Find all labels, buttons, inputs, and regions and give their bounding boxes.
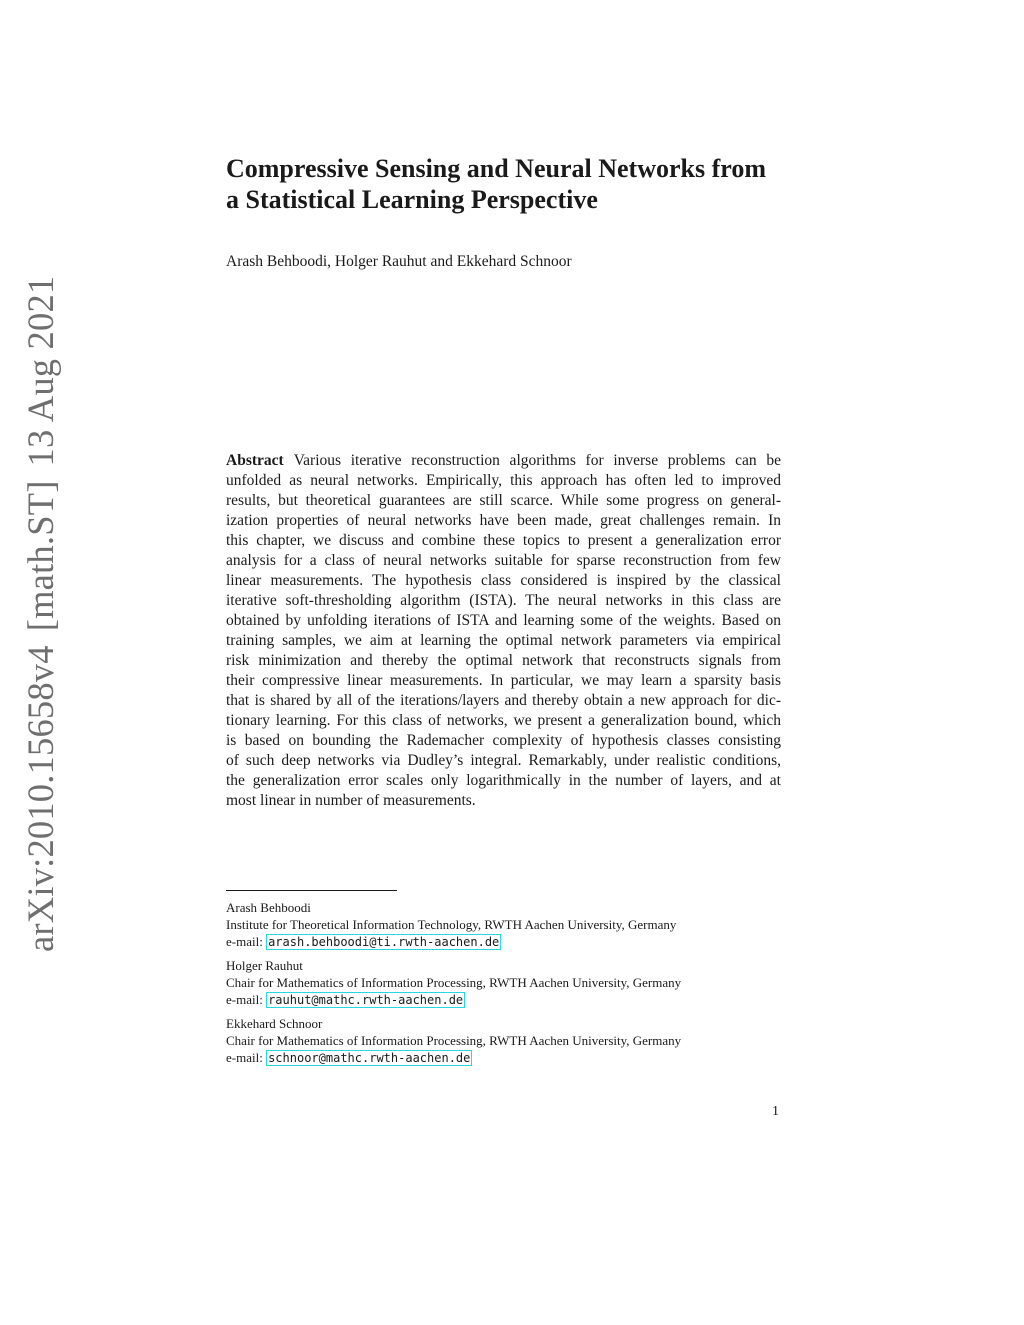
abstract-line: that is shared by all of the iterations/layers and thereby obtain a new approach for dic- bbox=[226, 692, 781, 709]
title-line-1: Compressive Sensing and Neural Networks from bbox=[226, 154, 766, 183]
abstract-line: ization properties of neural networks have been made, great challenges remain. In bbox=[226, 512, 781, 529]
title-line-2: a Statistical Learning Perspective bbox=[226, 185, 598, 214]
abstract-line: iterative soft-thresholding algorithm (ISTA). The neural networks in this class are bbox=[226, 592, 781, 609]
affiliation-behboodi bbox=[226, 899, 786, 951]
arxiv-category: [math.ST] bbox=[20, 480, 61, 632]
affiliation-institution: Chair for Mathematics of Information Processing, RWTH Aachen University, Germany bbox=[226, 975, 682, 990]
affiliation-name: Ekkehard Schnoor bbox=[226, 1016, 323, 1031]
email-prefix: e-mail: bbox=[226, 1050, 263, 1065]
email-link-rauhut[interactable]: rauhut@mathc.rwth-aachen.de bbox=[268, 993, 464, 1007]
email-link-schnoor[interactable]: schnoor@mathc.rwth-aachen.de bbox=[268, 1051, 471, 1065]
affiliation-schnoor bbox=[226, 1015, 786, 1067]
paper-title bbox=[226, 153, 826, 215]
abstract-line: unfolded as neural networks. Empirically, this approach has often led to improved bbox=[226, 472, 781, 489]
abstract-line: is based on bounding the Rademacher complexity of hypothesis classes consisting bbox=[226, 732, 781, 749]
abstract-line: of such deep networks via Dudley’s integral. Remarkably, under realistic conditions, bbox=[226, 752, 781, 769]
email-prefix: e-mail: bbox=[226, 934, 263, 949]
affiliation-name: Holger Rauhut bbox=[226, 958, 303, 973]
page-number: 1 bbox=[772, 1104, 779, 1119]
author-list: Arash Behboodi, Holger Rauhut and Ekkehard Schnoor bbox=[226, 253, 572, 270]
email-prefix: e-mail: bbox=[226, 992, 263, 1007]
abstract-line: results, but theoretical guarantees are still scarce. While some progress on general- bbox=[226, 492, 781, 509]
affiliation-email-row bbox=[226, 991, 786, 1009]
abstract-line: linear measurements. The hypothesis class considered is inspired by the classical bbox=[226, 572, 781, 589]
affiliation-name: Arash Behboodi bbox=[226, 900, 311, 915]
abstract-line: the generalization error scales only logarithmically in the number of layers, and at bbox=[226, 772, 781, 789]
email-link-behboodi[interactable]: arash.behboodi@ti.rwth-aachen.de bbox=[268, 935, 500, 949]
abstract-line: risk minimization and thereby the optimal network that reconstructs signals from bbox=[226, 652, 781, 669]
abstract-line: tionary learning. For this class of networks, we present a generalization bound, which bbox=[226, 712, 781, 729]
abstract-line: most linear in number of measurements. bbox=[226, 792, 476, 809]
abstract-line: Abstract Various iterative reconstruction algorithms for inverse problems can be bbox=[226, 452, 781, 469]
affiliation-institution: Chair for Mathematics of Information Processing, RWTH Aachen University, Germany bbox=[226, 1033, 682, 1048]
affiliation-institution: Institute for Theoretical Information Technology, RWTH Aachen University, Germany bbox=[226, 917, 677, 932]
abstract-line: analysis for a class of neural networks suitable for sparse reconstruction from few bbox=[226, 552, 781, 569]
abstract-label: Abstract bbox=[226, 452, 284, 469]
abstract-line: their compressive linear measurements. In particular, we may learn a sparsity basis bbox=[226, 672, 781, 689]
arxiv-date: 13 Aug 2021 bbox=[20, 275, 61, 467]
arxiv-id: arXiv:2010.15658v4 bbox=[20, 645, 61, 952]
footnote-rule bbox=[226, 890, 397, 891]
affiliation-email-row bbox=[226, 1049, 786, 1067]
abstract bbox=[226, 451, 781, 811]
arxiv-stamp bbox=[18, 0, 64, 952]
affiliation-rauhut bbox=[226, 957, 786, 1009]
abstract-line: training samples, we aim at learning the optimal network parameters via empirical bbox=[226, 632, 781, 649]
abstract-line: this chapter, we discuss and combine these topics to present a generalization error bbox=[226, 532, 781, 549]
affiliation-email-row bbox=[226, 933, 786, 951]
abstract-line: obtained by unfolding iterations of ISTA and learning some of the weights. Based on bbox=[226, 612, 781, 629]
